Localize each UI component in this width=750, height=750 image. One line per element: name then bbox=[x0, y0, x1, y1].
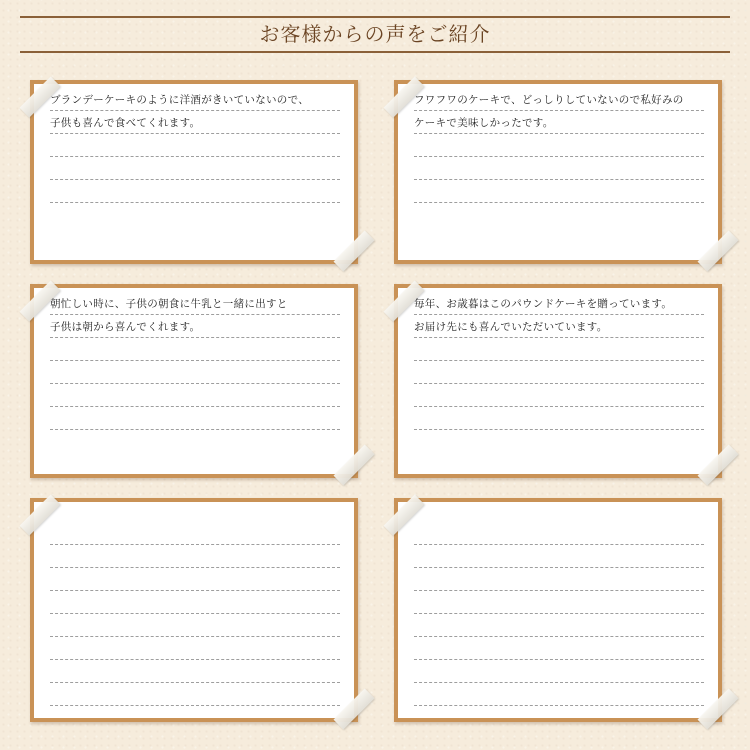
testimonial-line bbox=[50, 384, 340, 407]
testimonial-line bbox=[414, 522, 704, 545]
testimonial-line bbox=[50, 134, 340, 157]
testimonial-line bbox=[50, 315, 340, 338]
header-bottom-rule bbox=[20, 51, 730, 53]
testimonial-line bbox=[414, 292, 704, 315]
testimonial-line bbox=[414, 157, 704, 180]
testimonial-line bbox=[414, 384, 704, 407]
testimonial-line bbox=[50, 522, 340, 545]
testimonial-text: お届け先にも喜んでいただいています。 bbox=[414, 321, 608, 333]
testimonial-line bbox=[414, 180, 704, 203]
testimonial-line bbox=[414, 338, 704, 361]
testimonial-card bbox=[30, 80, 358, 264]
testimonial-text: ケーキで美味しかったです。 bbox=[414, 117, 554, 129]
testimonial-text: 子供は朝から喜んでくれます。 bbox=[50, 321, 201, 333]
testimonial-line bbox=[50, 361, 340, 384]
testimonial-card bbox=[30, 284, 358, 478]
testimonial-line bbox=[414, 315, 704, 338]
testimonial-line bbox=[50, 591, 340, 614]
testimonial-lines bbox=[414, 522, 704, 706]
testimonial-lines bbox=[414, 292, 704, 430]
testimonial-line bbox=[50, 111, 340, 134]
testimonial-text: ブランデーケーキのように洋酒がきいていないので、 bbox=[50, 94, 309, 106]
testimonial-line bbox=[414, 568, 704, 591]
testimonial-card bbox=[394, 284, 722, 478]
testimonial-line bbox=[50, 660, 340, 683]
testimonial-line bbox=[50, 545, 340, 568]
testimonial-text: 子供も喜んで食べてくれます。 bbox=[50, 117, 201, 129]
testimonial-line bbox=[50, 407, 340, 430]
testimonial-line bbox=[414, 407, 704, 430]
testimonial-line bbox=[50, 568, 340, 591]
testimonial-card bbox=[394, 498, 722, 722]
testimonial-line bbox=[50, 157, 340, 180]
testimonial-card bbox=[394, 80, 722, 264]
testimonial-line bbox=[50, 180, 340, 203]
testimonial-line bbox=[414, 111, 704, 134]
testimonial-text: 朝忙しい時に、子供の朝食に牛乳と一緒に出すと bbox=[50, 298, 288, 310]
header-top-rule bbox=[20, 16, 730, 18]
testimonial-line bbox=[414, 660, 704, 683]
testimonial-line bbox=[414, 88, 704, 111]
testimonial-line bbox=[50, 292, 340, 315]
testimonial-card-paper bbox=[34, 288, 354, 474]
testimonial-line bbox=[414, 545, 704, 568]
testimonial-line bbox=[414, 591, 704, 614]
section-title: お客様からの声をご紹介 bbox=[259, 22, 491, 46]
testimonial-lines bbox=[50, 88, 340, 203]
testimonial-text: 毎年、お歳暮はこのパウンドケーキを贈っています。 bbox=[414, 298, 673, 310]
testimonial-card-paper bbox=[398, 502, 718, 718]
testimonial-card bbox=[30, 498, 358, 722]
testimonial-line bbox=[414, 134, 704, 157]
testimonial-line bbox=[50, 88, 340, 111]
testimonial-text: フワフワのケーキで、どっしりしていないので私好みの bbox=[414, 94, 684, 106]
testimonial-line bbox=[414, 614, 704, 637]
testimonial-card-paper bbox=[34, 502, 354, 718]
testimonial-lines bbox=[50, 292, 340, 430]
testimonial-lines bbox=[50, 522, 340, 706]
section-header bbox=[20, 14, 730, 56]
testimonial-card-paper bbox=[398, 84, 718, 260]
testimonial-lines bbox=[414, 88, 704, 203]
testimonial-line bbox=[414, 637, 704, 660]
testimonial-line bbox=[50, 683, 340, 706]
testimonial-line bbox=[50, 614, 340, 637]
testimonial-card-paper bbox=[398, 288, 718, 474]
testimonial-line bbox=[50, 338, 340, 361]
testimonial-line bbox=[414, 361, 704, 384]
testimonial-card-paper bbox=[34, 84, 354, 260]
testimonial-line bbox=[50, 637, 340, 660]
testimonial-line bbox=[414, 683, 704, 706]
